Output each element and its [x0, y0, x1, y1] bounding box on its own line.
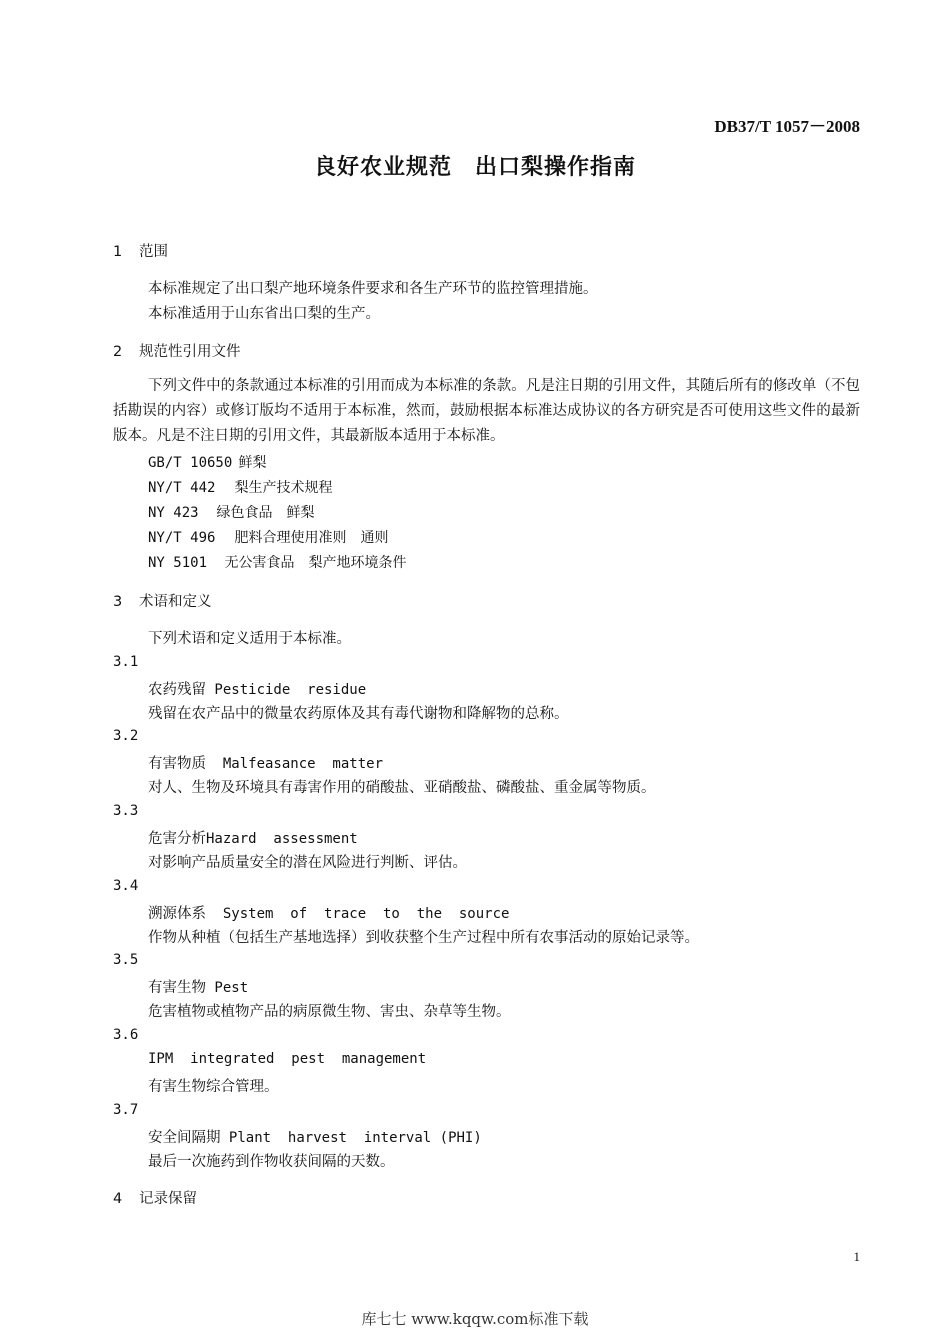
paragraph: 本标准规定了出口梨产地环境条件要求和各生产环节的监控管理措施。 — [148, 281, 598, 297]
section-heading-2: 2 规范性引用文件 — [113, 344, 241, 360]
term-definition: 残留在农产品中的微量农药原体及其有毒代谢物和降解物的总称。 — [148, 706, 569, 722]
term-number: 3.1 — [113, 654, 139, 670]
term-title: 危害分析Hazard assessment — [148, 831, 358, 847]
term-definition: 最后一次施药到作物收获间隔的天数。 — [148, 1154, 395, 1170]
term-number: 3.4 — [113, 878, 139, 894]
section-heading-1: 1 范围 — [113, 244, 168, 260]
paragraph: 本标准适用于山东省出口梨的生产。 — [148, 306, 380, 322]
term-definition: 对人、生物及环境具有毒害作用的硝酸盐、亚硝酸盐、磷酸盐、重金属等物质。 — [148, 780, 656, 796]
term-number: 3.6 — [113, 1027, 139, 1043]
term-title: 农药残留 Pesticide residue — [148, 682, 367, 698]
section-heading-3: 3 术语和定义 — [113, 594, 212, 610]
page-number: 1 — [853, 1249, 860, 1264]
term-title: 安全间隔期 Plant harvest interval (PHI) — [148, 1130, 482, 1146]
paragraph: 下列文件中的条款通过本标准的引用而成为本标准的条款。凡是注日期的引用文件，其随后所有的修改单（不包括勘误的内容）或修订版均不适用于本标准，然而，鼓励根据本标准达成协议的各方研究是否可使用这些文件的最新版本。凡是不注日期的引用文件，其最新版本适用于本标准。 — [113, 378, 860, 444]
term-number: 3.2 — [113, 728, 139, 744]
reference-item: NY 5101 无公害食品 梨产地环境条件 — [148, 555, 407, 571]
term-title: 有害生物 Pest — [148, 980, 249, 996]
term-definition: 有害生物综合管理。 — [148, 1079, 279, 1095]
reference-item: NY/T 442 梨生产技术规程 — [148, 480, 333, 496]
standard-code: DB37/T 1057－2008 — [714, 117, 860, 136]
term-title: 有害物质 Malfeasance matter — [148, 756, 384, 772]
paragraph: 下列术语和定义适用于本标准。 — [148, 631, 351, 647]
term-definition: 危害植物或植物产品的病原微生物、害虫、杂草等生物。 — [148, 1004, 511, 1020]
reference-item: NY/T 496 肥料合理使用准则 通则 — [148, 530, 389, 546]
reference-item: GB/T 10650 鲜梨 — [148, 455, 267, 471]
term-number: 3.7 — [113, 1102, 139, 1118]
term-definition: 作物从种植（包括生产基地选择）到收获整个生产过程中所有农事活动的原始记录等。 — [148, 930, 699, 946]
footer-watermark[interactable]: 库七七 www.kqqw.com标准下载 — [361, 1310, 589, 1328]
section-heading-4: 4 记录保留 — [113, 1191, 197, 1207]
term-number: 3.5 — [113, 952, 139, 968]
reference-item: NY 423 绿色食品 鲜梨 — [148, 505, 315, 521]
term-title: 溯源体系 System of trace to the source — [148, 906, 510, 922]
term-definition: 对影响产品质量安全的潜在风险进行判断、评估。 — [148, 855, 467, 871]
document-title: 良好农业规范 出口梨操作指南 — [313, 155, 636, 180]
term-title: IPM integrated pest management — [148, 1051, 427, 1067]
term-number: 3.3 — [113, 803, 139, 819]
